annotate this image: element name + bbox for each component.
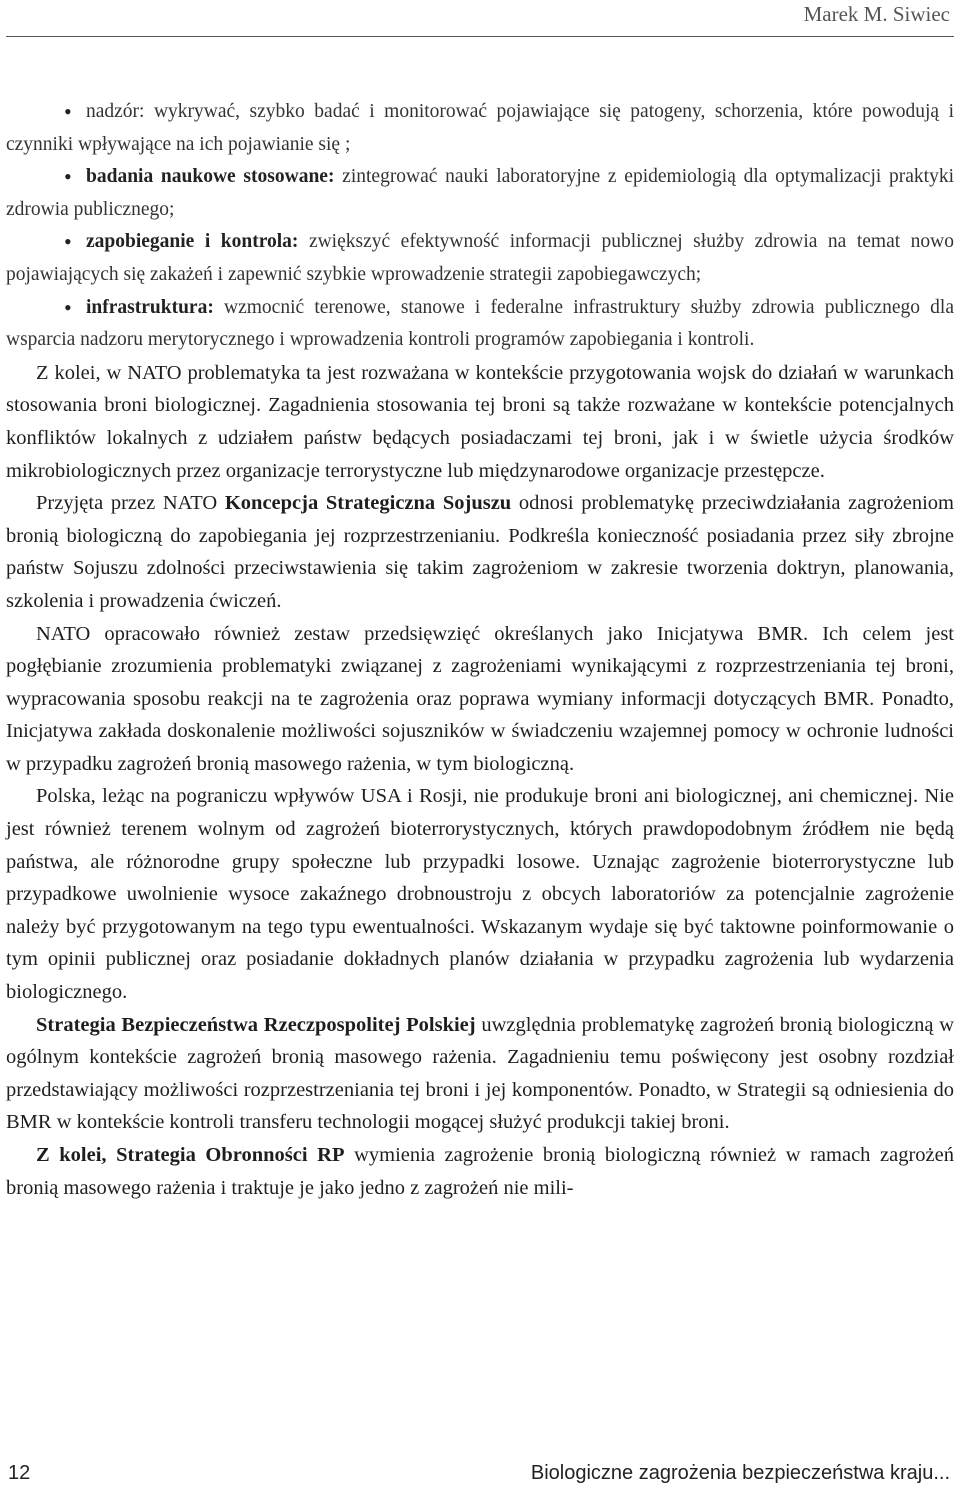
- bullet-text: zwiększyć efektywność informacji publicznej służby zdrowia na temat nowo pojawiających się zakażeń i zapewnić szybkie wprowadzenie strategii zapobiegawczych;: [6, 231, 954, 285]
- paragraph: Z kolei, w NATO problematyka ta jest rozważana w kontekście przygotowania wojsk do działań w warunkach stosowania broni biologicznej. Zagadnienia stosowania tej broni są także rozważane w kontekście potencjalnych konfliktów lokalnych z udziałem państw będących posiadaczami tej broni, jak i w świetle użycia środków mikrobiologicznych przez organizacje terrorystyczne lub międzynarodowe organizacje przestępcze.: [6, 361, 954, 482]
- list-item: [6, 161, 954, 226]
- page-number: 12: [8, 1462, 31, 1484]
- document-title-bold: Strategia Bezpieczeństwa Rzeczpospolitej Polskiej: [36, 1013, 476, 1036]
- document-title-bold: Koncepcja Strategiczna Sojuszu: [224, 492, 512, 515]
- running-header-author: Marek M. Siwiec: [803, 2, 950, 26]
- bullet-text: nadzór: wykrywać, szybko badać i monitorować pojawiające się patogeny, schorzenia, które powodują i czynniki wpływające na ich pojawianie się ;: [6, 101, 954, 155]
- list-item: [6, 292, 954, 357]
- paragraph: [6, 1009, 954, 1139]
- document-title-bold: Z kolei, Strategia Obronności RP: [36, 1144, 345, 1166]
- bullet-lead: zapobieganie i kontrola:: [86, 231, 299, 253]
- paragraph-text: wymienia zagrożenie bronią biologiczną również w ramach zagrożeń bronią masowego rażenia i traktuje je jako jedno z zagrożeń nie mili-: [6, 1144, 954, 1199]
- bullet-lead: badania naukowe stosowane:: [86, 166, 335, 188]
- header-divider: [6, 36, 954, 37]
- bullet-list: [6, 96, 954, 357]
- paragraph: Polska, leżąc na pograniczu wpływów USA i Rosji, nie produkuje broni ani biologicznej, ani chemicznej. Nie jest również terenem wolnym od zagrożeń bioterrorystycznych, których prawdopodobnym źródłem nie będą państwa, ale różnorodne grupy społeczne lub przypadki losowe. Uznając zagrożenie bioterrorystyczne lub przypadkowe uwolnienie wysoce zakaźnego drobnoustroju z obcych laboratoriów za potencjalnie zagrożenie należy być przygotowanym na tego typu ewentualności. Wskazanym wydaje się być taktowne poinformowanie o tym opinii publicznej oraz posiadanie dokładnych planów działania w przypadku zagrożenia lub wydarzenia biologicznego.: [6, 785, 954, 1004]
- paragraph: [6, 1139, 954, 1204]
- list-item: [6, 96, 954, 161]
- bullet-text: wzmocnić terenowe, stanowe i federalne infrastruktury służby zdrowia publicznego dla wsparcia nadzoru merytorycznego i wprowadzenia kontroli programów zapobiegania i kontroli.: [6, 296, 954, 351]
- paragraph-text: uwzględnia problematykę zagrożeń bronią biologiczną w ogólnym kontekście zagrożeń bronią masowego rażenia. Zagadnieniu temu poświęcony jest osobny rozdział przedstawiający możliwości rozprzestrzeniania tej broni i jej komponentów. Ponadto, w Strategii są odniesienia do BMR w kontekście kontroli transferu technologii mogącej służyć produkcji takiej broni.: [6, 1013, 955, 1134]
- paragraph-text: Przyjęta przez NATO: [36, 492, 225, 515]
- paragraph: NATO opracowało również zestaw przedsięwzięć określanych jako Inicjatywa BMR. Ich celem jest pogłębianie zrozumienia problematyki związanej z zagrożeniami wynikającymi z rozprzestrzeniania tej broni, wypracowania sposobu reakcji na te zagrożenia oraz poprawa wymiany informacji dotyczących BMR. Ponadto, Inicjatywa zakłada doskonalenie możliwości sojuszników w świadczeniu wzajemnej pomocy w ochronie ludności w przypadku zagrożeń bronią masowego rażenia, w tym biologiczną.: [6, 622, 954, 775]
- running-footer-title: Biologiczne zagrożenia bezpieczeństwa kraju...: [530, 1462, 950, 1484]
- body-text: [6, 96, 954, 1204]
- list-item: [6, 226, 954, 291]
- paragraph-text: odnosi problematykę przeciwdziałania zagrożeniom bronią biologiczną do zapobiegania jej rozprzestrzenianiu. Podkreśla konieczność posiadania przez siły zbrojne państw Sojuszu zdolności przeciwstawienia się takim zagrożeniom w zakresie tworzenia doktryn, planowania, szkolenia i prowadzenia ćwiczeń.: [6, 492, 954, 612]
- bullet-text: zintegrować nauki laboratoryjne z epidemiologią dla optymalizacji praktyki zdrowia publicznego;: [6, 166, 954, 220]
- paragraph: [6, 487, 954, 617]
- bullet-lead: infrastruktura:: [86, 296, 214, 318]
